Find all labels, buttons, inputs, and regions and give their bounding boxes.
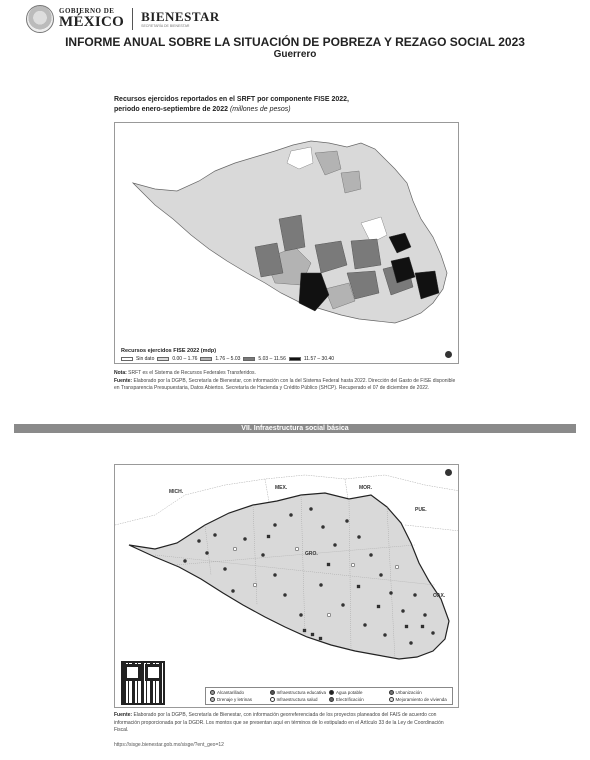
legend-label-1: 0.00 – 1.76 <box>172 356 198 362</box>
map2-source <box>114 712 459 735</box>
nota-label: Nota: <box>114 370 127 376</box>
legend-label-2: 1.76 – 5.03 <box>215 356 241 362</box>
legend2-marker-1 <box>270 690 275 695</box>
gob-line1: GOBIERNO DE <box>59 7 115 15</box>
info-icon-2 <box>445 469 452 476</box>
legend-label-3: 5.03 – 11.56 <box>258 356 286 362</box>
legend2-marker-6 <box>329 697 334 702</box>
legend2-item-7 <box>389 696 449 703</box>
legend2-item-2 <box>329 689 389 696</box>
state-label-oax: OAX. <box>433 593 446 599</box>
legend2-label-7: Mejoramiento de vivienda <box>395 697 447 702</box>
map1-caption-line1: Recursos ejercidos reportados en el SRFT por componente FISE 2022, <box>114 96 349 103</box>
map1-notes <box>114 370 459 393</box>
fuente-text: Elaborado por la DGPB, Secretaría de Bienestar, con información con la del Sistema Federal hasta 2022. Dirección del Gasto de FISE disponible en Transparencia Presupuestaria, Datos Abiertos. Secretaría de Hacienda y Crédito Público (SHCP). Recuperado el 07 de diciembre de 2022. <box>114 377 456 391</box>
map1-legend <box>121 348 334 362</box>
legend-swatch-3 <box>243 357 255 361</box>
state-label-mor: MOR. <box>359 485 373 491</box>
sisge-link[interactable]: https://sisge.bienestar.gob.mx/sisge/?ent_geo=12 <box>114 742 224 748</box>
legend2-label-3: Urbanización <box>395 690 422 695</box>
map1-caption-line2: periodo enero-septiembre de 2022 <box>114 106 228 113</box>
nota-text: SRFT es el Sistema de Recursos Federales Transferidos. <box>128 370 256 376</box>
infrastructure-map-svg <box>115 465 459 708</box>
state-label-mex: MEX. <box>275 485 288 491</box>
legend2-marker-0 <box>210 690 215 695</box>
legend-swatch-2 <box>200 357 212 361</box>
map1-caption-units: (millones de pesos) <box>229 106 291 113</box>
legend2-marker-5 <box>270 697 275 702</box>
legend2-marker-4 <box>210 697 215 702</box>
legend2-label-4: Drenaje y letrinas <box>217 697 253 702</box>
state-label-mich: MICH. <box>169 489 184 495</box>
map1-legend-title: Recursos ejercidos FISE 2022 (mdp) <box>121 348 217 354</box>
page-header <box>26 4 220 34</box>
legend2-item-3 <box>389 689 449 696</box>
coat-of-arms-logo <box>26 5 54 33</box>
legend2-item-4 <box>210 696 270 703</box>
state-label-gro: GRO. <box>305 551 318 557</box>
state-label-pue: PUE. <box>415 507 427 513</box>
legend2-label-2: Agua potable <box>336 690 363 695</box>
bienestar-logo-text <box>141 10 220 29</box>
fise-choropleth-map <box>114 122 459 364</box>
legend2-marker-2 <box>329 690 334 695</box>
legend2-label-1: Infraestructura educativa <box>276 690 327 695</box>
legend2-item-6 <box>329 696 389 703</box>
fuente2-label: Fuente: <box>114 712 133 718</box>
bienestar-name: BIENESTAR <box>141 8 220 24</box>
legend2-marker-7 <box>389 697 394 702</box>
legend2-label-5: Infraestructura salud <box>276 697 318 702</box>
guerrero-outline <box>129 493 449 659</box>
gob-line2: MÉXICO <box>59 14 125 30</box>
report-state: Guerrero <box>273 49 317 60</box>
legend-label-0: Sin dato <box>136 356 155 362</box>
gobierno-logo-text <box>59 8 124 30</box>
guerrero-choropleth-svg <box>115 123 459 364</box>
map1-caption <box>114 95 474 115</box>
fuente-label: Fuente: <box>114 377 133 384</box>
info-icon <box>445 351 452 358</box>
infrastructure-map <box>114 464 459 708</box>
legend2-marker-3 <box>389 690 394 695</box>
legend-label-4: 11.57 – 30.40 <box>303 356 335 362</box>
legend2-item-0 <box>210 689 270 696</box>
map2-legend <box>205 687 453 705</box>
legend2-label-6: Electrificación <box>336 697 364 702</box>
legend2-item-5 <box>270 696 330 703</box>
report-title: INFORME ANUAL SOBRE LA SITUACIÓN DE POBREZA Y REZAGO SOCIAL 2023 <box>65 35 525 49</box>
fuente2-text: Elaborado por la DGPB, Secretaría de Bienestar, con información georreferenciada de los proyectos planeados del FAIS de acuerdo con información proporcionada por la DGDR. Los montos que se presentan aquí en términos de lo estipulado en el Artículo 33 de la Ley de Coordinación Fiscal. <box>114 712 444 733</box>
legend-swatch-1 <box>157 357 169 361</box>
legend2-label-0: Alcantarillado <box>217 690 245 695</box>
qr-code[interactable] <box>121 661 165 705</box>
header-divider <box>132 8 133 30</box>
bienestar-sub: SECRETARÍA DE BIENESTAR <box>141 23 190 28</box>
legend-swatch-0 <box>121 357 133 361</box>
legend-swatch-4 <box>289 357 301 361</box>
section-header: VII. Infraestructura social básica <box>14 424 576 433</box>
legend2-item-1 <box>270 689 330 696</box>
region-dark-4 <box>351 239 381 269</box>
map1-legend-row <box>121 356 334 362</box>
